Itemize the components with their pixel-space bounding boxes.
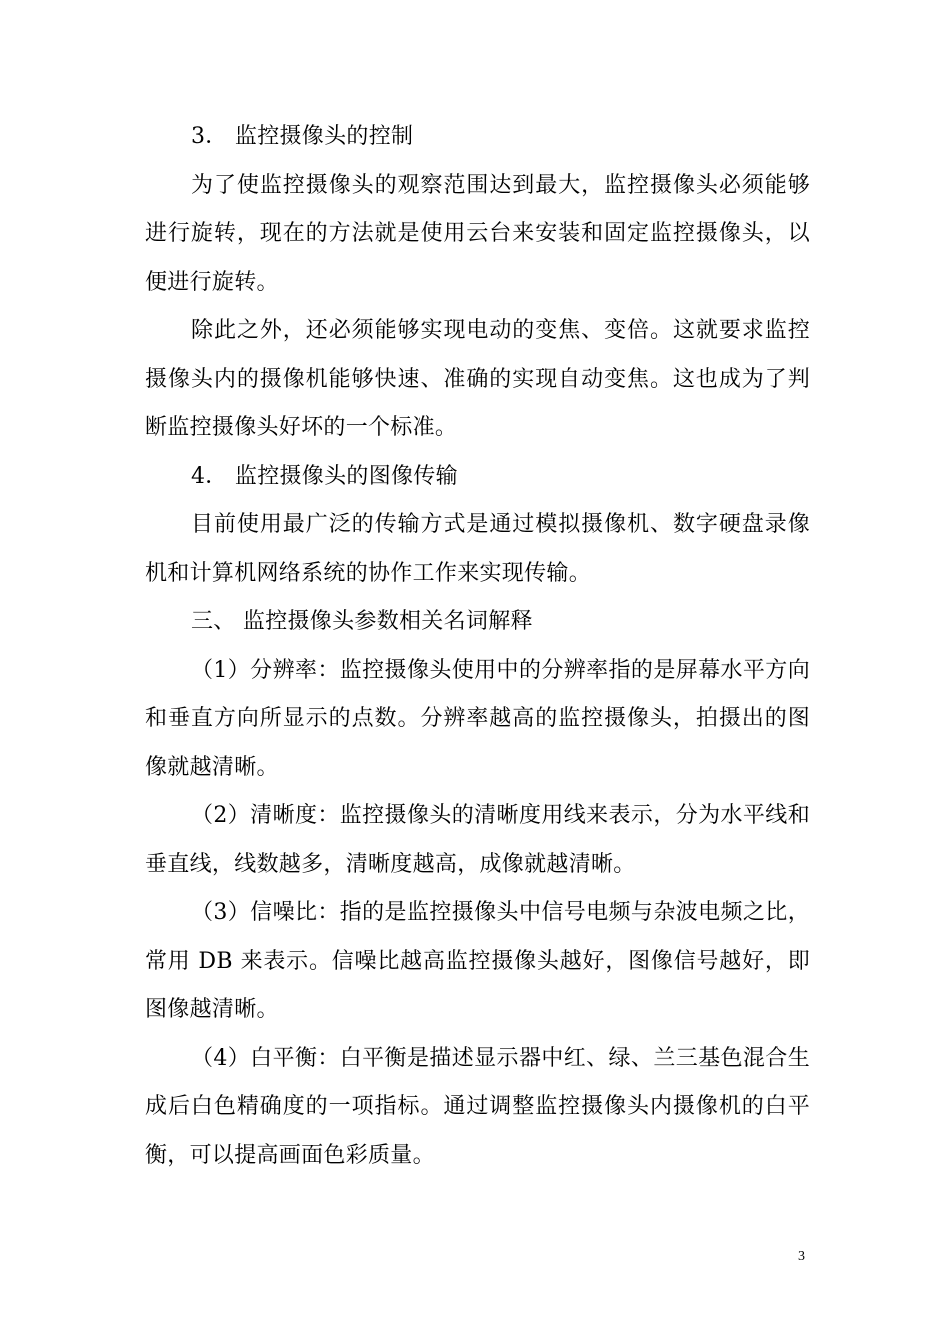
section-heading-image-transmission: 4． 监控摄像头的图像传输 <box>191 463 458 489</box>
page-number: 3 <box>798 1249 805 1264</box>
paragraph-snr: （3）信噪比：指的是监控摄像头中信号电频与杂波电频之比，常用 DB 来表示。信噪比越高监控摄像头越好，图像信号越好，即图像越清晰。 <box>145 900 810 1022</box>
paragraph-rotation: 为了使监控摄像头的观察范围达到最大，监控摄像头必须能够进行旋转，现在的方法就是使用云台来安装和固定监控摄像头，以便进行旋转。 <box>145 172 810 295</box>
paragraph-zoom: 除此之外，还必须能够实现电动的变焦、变倍。这就要求监控摄像头内的摄像机能够快速、准确的实现自动变焦。这也成为了判断监控摄像头好坏的一个标准。 <box>145 318 810 440</box>
paragraph-clarity: （2）清晰度：监控摄像头的清晰度用线来表示，分为水平线和垂直线，线数越多，清晰度越高，成像就越清晰。 <box>145 803 810 877</box>
paragraph-transmission: 目前使用最广泛的传输方式是通过模拟摄像机、数字硬盘录像机和计算机网络系统的协作工作来实现传输。 <box>145 512 810 586</box>
paragraph-white-balance: （4）白平衡：白平衡是描述显示器中红、绿、兰三基色混合生成后白色精确度的一项指标。通过调整监控摄像头内摄像机的白平衡，可以提高画面色彩质量。 <box>145 1045 810 1168</box>
document-body <box>145 113 810 1180</box>
section-heading-camera-control: 3． 监控摄像头的控制 <box>191 124 414 149</box>
paragraph-resolution: （1）分辨率：监控摄像头使用中的分辨率指的是屏幕水平方向和垂直方向所显示的点数。分辨率越高的监控摄像头，拍摄出的图像就越清晰。 <box>145 657 810 780</box>
section-heading-terms: 三、 监控摄像头参数相关名词解释 <box>191 609 533 634</box>
